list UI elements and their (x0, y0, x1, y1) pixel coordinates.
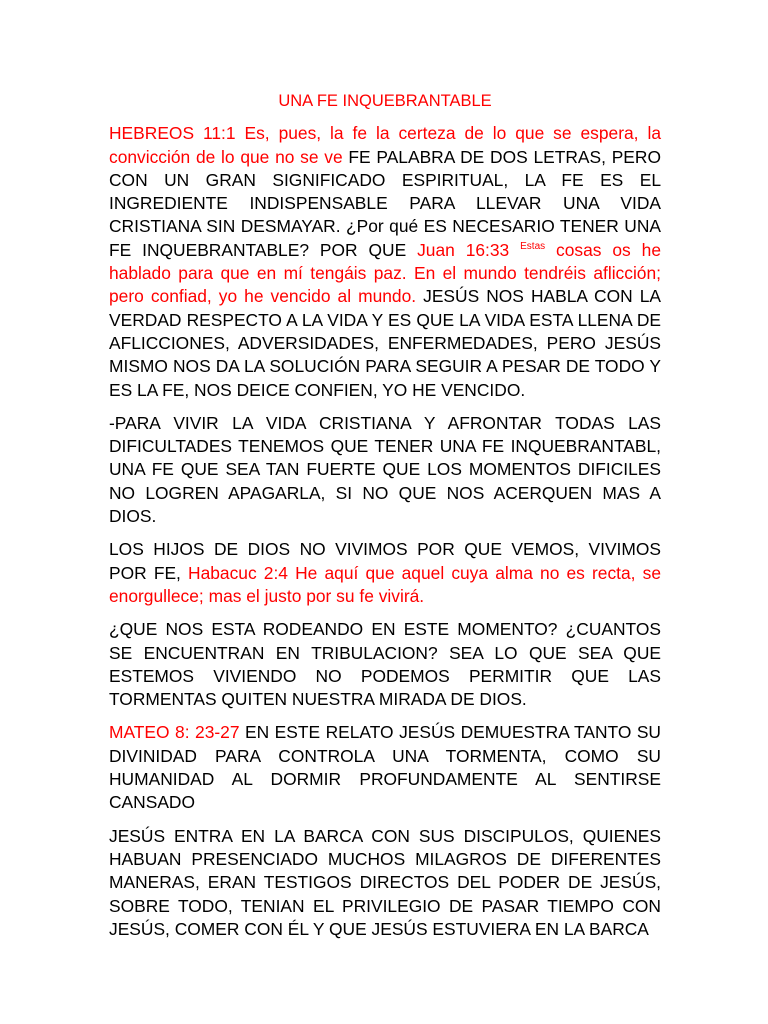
body-text: JESÚS NOS HABLA CON LA VERDAD RESPECTO A LA VIDA Y ES QUE LA VIDA ESTA LLENA DE AFLICCIONES, ADVERSIDADES, ENFERMEDADES, PERO JESÚS MISMO NOS DA LA SOLUCIÓN PARA SEGUIR A PESAR DE TODO Y ES LA FE, NOS DEICE CONFIEN, YO HE VENCIDO. (109, 286, 661, 400)
page-title: UNA FE INQUEBRANTABLE (278, 92, 492, 110)
paragraph-6: JESÚS ENTRA EN LA BARCA CON SUS DISCIPULOS, QUIENES HABUAN PRESENCIADO MUCHOS MILAGROS DE DIFERENTES MANERAS, ERAN TESTIGOS DIRECTOS DEL PODER DE JESÚS, SOBRE TODO, TENIAN EL PRIVILEGIO DE PASAR TIEMPO CON JESÚS, COMER CON ÉL Y QUE JESÚS ESTUVIERA EN LA BARCA (109, 825, 661, 939)
scripture-quote-juan: cosas os he hablado para que en mí tengáis paz. En el mundo tendréis aflicción; pero confiad, yo he vencido al mundo. (109, 239, 661, 307)
document-page (109, 90, 661, 951)
scripture-quote-habacuc: Habacuc 2:4 He aquí que aquel cuya alma no es recta, se enorgullece; mas el justo por su fe vivirá. (109, 562, 662, 606)
body-text: EN ESTE RELATO JESÚS DEMUESTRA TANTO SU DIVINIDAD PARA CONTROLA UNA TORMENTA, COMO SU HUMANIDAD AL DORMIR PROFUNDAMENTE AL SENTIRSE CANSADO (109, 722, 661, 813)
scripture-reference-hebreos: HEBREOS 11:1 (109, 123, 236, 144)
body-text: FE PALABRA DE DOS LETRAS, PERO CON UN GRAN SIGNIFICADO ESPIRITUAL, LA FE ES EL INGREDIENTE INDISPENSABLE PARA LLEVAR UNA VIDA CRISTIANA SIN DESMAYAR. ¿Por qué ES NECESARIO TENER UNA FE INQUEBRANTABLE? POR QUE (109, 146, 661, 260)
scripture-reference-juan: Juan 16:33 (417, 239, 521, 260)
paragraph-2: -PARA VIVIR LA VIDA CRISTIANA Y AFRONTAR TODAS LAS DIFICULTADES TENEMOS QUE TENER UNA FE INQUEBRANTABL, UNA FE QUE SEA TAN FUERTE QUE LOS MOMENTOS DIFICILES NO LOGREN APAGARLA, SI NO QUE NOS ACERQUEN MAS A DIOS. (109, 412, 661, 527)
paragraph-3 (109, 538, 661, 608)
verse-superscript: Estas (520, 240, 546, 252)
body-text: LOS HIJOS DE DIOS NO VIVIMOS POR QUE VEMOS, VIVIMOS POR FE, (109, 539, 661, 583)
scripture-reference-mateo: MATEO 8: 23-27 (109, 722, 240, 743)
scripture-quote-hebreos: Es, pues, la fe la certeza de lo que se espera, la convicción de lo que no se ve (109, 123, 661, 167)
paragraph-4: ¿QUE NOS ESTA RODEANDO EN ESTE MOMENTO? ¿CUANTOS SE ENCUENTRAN EN TRIBULACION? SEA LO QUE SEA QUE ESTEMOS VIVIENDO NO PODEMOS PERMITIR QUE LAS TORMENTAS QUITEN NUESTRA MIRADA DE DIOS. (109, 619, 661, 710)
paragraph-5 (109, 721, 661, 814)
paragraph-1 (109, 122, 661, 402)
